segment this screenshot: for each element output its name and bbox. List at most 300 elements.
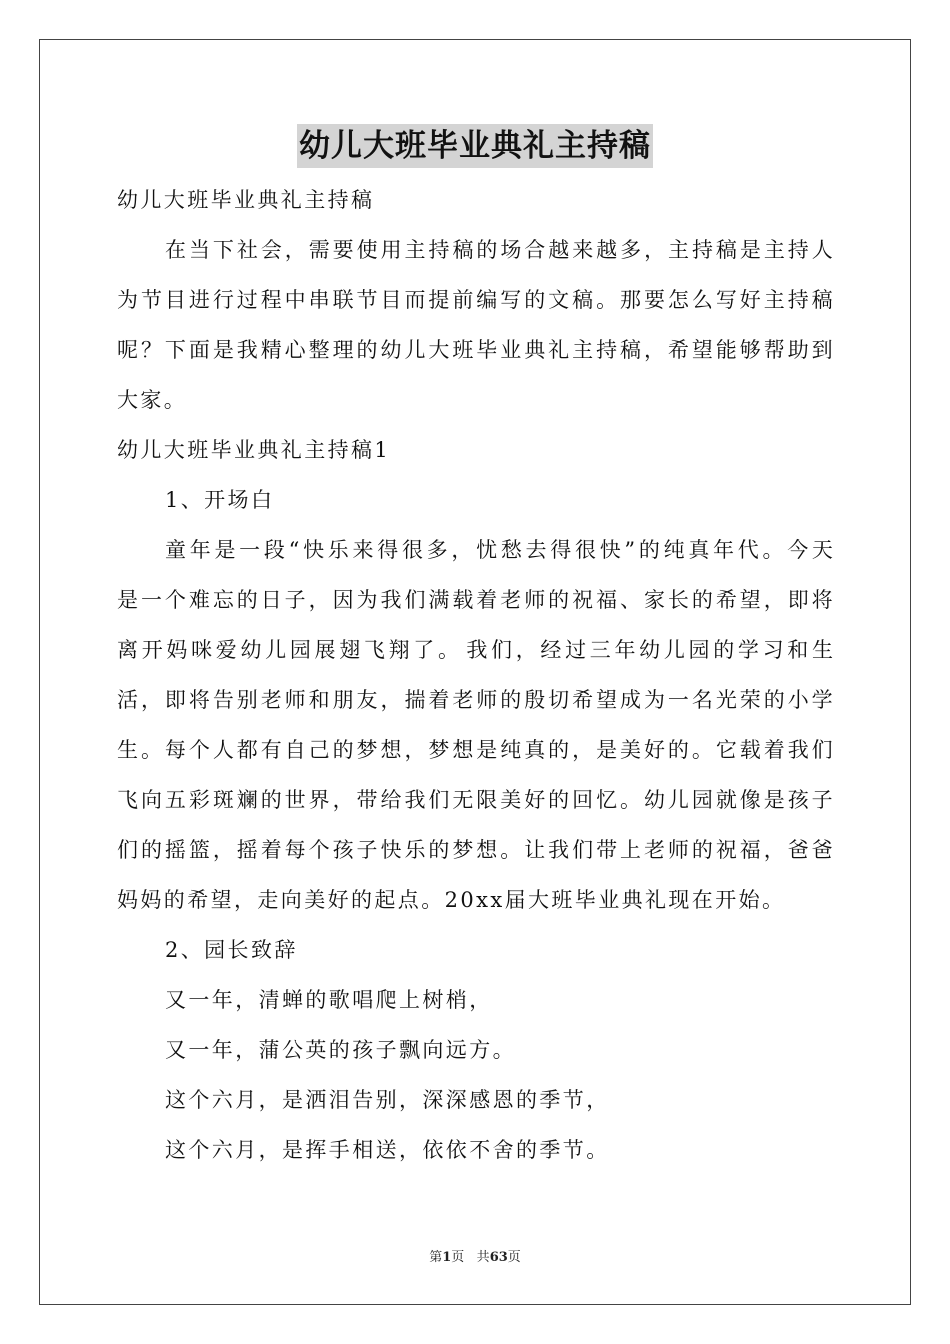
text-char: 有	[260, 738, 282, 762]
text-line	[117, 275, 833, 325]
text-char: 们	[491, 638, 512, 662]
text-char: 过	[236, 288, 258, 312]
text-char: 持	[691, 238, 713, 262]
text-line	[117, 675, 833, 725]
text-char: 我	[466, 638, 488, 662]
footer-total-pages: 63	[489, 1250, 508, 1265]
text-char: 梦	[356, 738, 378, 762]
text-char: 业	[500, 338, 522, 362]
text-char: ，	[332, 788, 354, 812]
text-char: 飞	[117, 788, 138, 812]
text-char: 斑	[212, 788, 234, 812]
text-char: 带	[596, 838, 618, 862]
text-char: 当	[188, 238, 210, 262]
text-char: 忆	[596, 788, 618, 812]
text-char: 乐	[404, 838, 426, 862]
text-char: 儿	[667, 788, 689, 812]
text-char: 将	[811, 588, 833, 612]
text-char: 界	[308, 788, 330, 812]
text-char: 稿	[811, 288, 833, 312]
text-char: 很	[401, 538, 423, 562]
text-line	[117, 525, 833, 575]
text-char: 个	[188, 738, 210, 762]
text-char: 一	[667, 688, 689, 712]
document-title: 幼儿大班毕业典礼主持稿	[297, 124, 653, 168]
text-char: 乐	[327, 538, 349, 562]
text-char: ，	[140, 688, 162, 712]
text-char: 和	[787, 638, 809, 662]
text-char: 过	[565, 638, 587, 662]
text-line: 2、园长致辞	[165, 938, 298, 962]
text-char: ，	[515, 638, 537, 662]
text-char: 的	[691, 838, 713, 862]
text-char: 来	[572, 238, 594, 262]
text-char: 忧	[476, 538, 498, 562]
text-char: 的	[548, 588, 570, 612]
text-char: 园	[691, 788, 713, 812]
document-body	[117, 175, 833, 1175]
footer-total-suffix: 页	[507, 1250, 521, 1265]
text-char: 。	[620, 788, 642, 812]
text-char: 因	[332, 588, 354, 612]
text-char: 持	[428, 238, 450, 262]
text-char: 幼	[380, 338, 402, 362]
text-char: 真	[688, 538, 710, 562]
text-char: 成	[620, 688, 642, 712]
text-char: 彩	[188, 788, 210, 812]
text-char: 长	[667, 588, 689, 612]
text-char: 主	[763, 288, 785, 312]
text-char: 了	[413, 638, 435, 662]
text-char: 是	[739, 238, 761, 262]
text-char: 老	[260, 688, 282, 712]
text-char: 得	[550, 538, 572, 562]
text-char: 那	[620, 288, 642, 312]
text-char: 我	[787, 738, 809, 762]
text-char: 孩	[332, 838, 354, 862]
text-char: ，	[404, 738, 426, 762]
text-char: 幼	[643, 788, 665, 812]
text-char: 的	[667, 738, 689, 762]
text-char: 使	[356, 238, 378, 262]
text-char: 真	[524, 738, 546, 762]
text-char: 就	[715, 788, 737, 812]
text-char: 人	[212, 738, 234, 762]
text-line	[117, 575, 833, 625]
text-char: 望	[596, 688, 618, 712]
text-char: 即	[164, 688, 186, 712]
text-char: 载	[452, 588, 474, 612]
text-line: 妈妈的希望，走向美好的起点。20xx届大班毕业典礼现在开始。	[117, 888, 786, 912]
text-line	[117, 775, 833, 825]
text-char: 助	[787, 338, 809, 362]
text-char: 们	[117, 838, 138, 862]
text-char: 园	[688, 638, 710, 662]
text-char: 越	[548, 238, 570, 262]
text-char: 儿	[404, 338, 426, 362]
text-char: ，	[644, 238, 666, 262]
text-char: 想	[452, 738, 474, 762]
text-char: 好	[643, 738, 665, 762]
text-char: 是	[212, 338, 234, 362]
text-char: 年	[614, 638, 636, 662]
text-char: 三	[589, 638, 611, 662]
text-char: 难	[188, 588, 210, 612]
text-char: 、	[620, 588, 642, 612]
text-char: 限	[476, 788, 498, 812]
text-char: 望	[691, 338, 713, 362]
text-char: 个	[164, 588, 186, 612]
text-char: 呢	[117, 338, 138, 362]
text-char: 学	[737, 638, 759, 662]
text-char: 主	[404, 238, 426, 262]
text-char: 切	[548, 688, 570, 712]
text-char: 而	[404, 288, 426, 312]
text-char: 稿	[620, 338, 642, 362]
text-char: 持	[596, 338, 618, 362]
text-char: 为	[117, 288, 138, 312]
text-char: 是	[763, 788, 785, 812]
footer-page-prefix: 第	[429, 1250, 443, 1265]
text-char: 生	[117, 738, 138, 762]
text-char: 多	[620, 238, 642, 262]
text-char: 为	[356, 588, 378, 612]
text-char: 每	[284, 838, 306, 862]
text-char: ，	[212, 838, 234, 862]
text-char: 己	[308, 738, 330, 762]
text-char: 合	[524, 238, 546, 262]
text-char: 都	[236, 738, 258, 762]
text-char: 让	[524, 838, 546, 862]
text-char: 的	[260, 788, 282, 812]
text-char: 好	[739, 288, 761, 312]
text-char: 的	[713, 638, 735, 662]
text-char: 妈	[166, 638, 188, 662]
text-char: 能	[715, 338, 737, 362]
text-char: 帮	[763, 338, 785, 362]
text-char: 学	[811, 688, 833, 712]
text-char: 希	[715, 588, 737, 612]
text-char: 是	[214, 538, 236, 562]
text-char: 社	[236, 238, 258, 262]
text-char: 每	[164, 738, 186, 762]
text-char: 理	[332, 338, 354, 362]
text-char: 无	[452, 788, 474, 812]
text-char: 很	[574, 538, 596, 562]
text-char: 的	[356, 338, 378, 362]
text-char: 日	[260, 588, 282, 612]
text-char: 持	[787, 288, 809, 312]
text-char: 。	[691, 738, 713, 762]
text-char: 。	[596, 288, 618, 312]
text-char: 儿	[265, 638, 287, 662]
text-char: 美	[620, 738, 642, 762]
text-char: 会	[260, 238, 282, 262]
text-char: ，	[763, 838, 785, 862]
text-char: 子	[356, 838, 378, 862]
text-char: 稿	[715, 238, 737, 262]
text-char: 联	[332, 288, 354, 312]
text-char: 够	[739, 338, 761, 362]
footer-page-suffix: 页	[451, 1250, 465, 1265]
text-char: 面	[188, 338, 210, 362]
text-char: 福	[739, 838, 761, 862]
text-char: 着	[428, 688, 450, 712]
text-char: ，	[308, 588, 330, 612]
text-char: 载	[739, 738, 761, 762]
text-line	[117, 625, 833, 675]
text-line	[117, 725, 833, 775]
text-char: 园	[289, 638, 311, 662]
text-line: 幼儿大班毕业典礼主持稿	[117, 188, 375, 212]
text-char: 到	[811, 338, 833, 362]
text-char: 师	[284, 688, 306, 712]
text-char: 是	[476, 738, 498, 762]
text-char: 纯	[663, 538, 685, 562]
text-line: 这个六月，是挥手相送，依依不舍的季节。	[165, 1138, 610, 1162]
text-char: 梦	[428, 738, 450, 762]
text-line: 大家。	[117, 388, 188, 412]
text-char: 中	[284, 288, 306, 312]
text-char: 翅	[339, 638, 361, 662]
text-char: 为	[643, 688, 665, 712]
text-char: 要	[643, 288, 665, 312]
text-char: 生	[811, 638, 833, 662]
text-char: 经	[540, 638, 562, 662]
text-char: 将	[188, 688, 210, 712]
text-char: 们	[572, 838, 594, 862]
text-char: 望	[739, 588, 761, 612]
text-char: 童	[165, 538, 186, 562]
text-char: 师	[476, 688, 498, 712]
text-char: 主	[763, 238, 785, 262]
text-char: 我	[236, 338, 258, 362]
text-char: 爸	[811, 838, 833, 862]
text-char: 需	[308, 238, 330, 262]
text-char: 的	[548, 738, 570, 762]
text-char: 着	[763, 738, 785, 762]
text-char: 。	[140, 738, 162, 762]
text-char: 快	[303, 538, 325, 562]
text-char: 习	[762, 638, 784, 662]
text-char: ，	[763, 588, 785, 612]
text-char: 幼	[639, 638, 661, 662]
text-char: 的	[691, 588, 713, 612]
text-char: 揣	[404, 688, 426, 712]
text-char: 篮	[188, 838, 210, 862]
text-char: 友	[356, 688, 378, 712]
text-char: 快	[380, 838, 402, 862]
text-char: 五	[164, 788, 186, 812]
text-line: 幼儿大班毕业典礼主持稿1	[117, 438, 391, 462]
text-char: 整	[308, 338, 330, 362]
text-char: 一	[140, 588, 162, 612]
text-char: 想	[380, 738, 402, 762]
text-char: 程	[260, 288, 282, 312]
text-char: 光	[715, 688, 737, 712]
text-char: 节	[140, 288, 162, 312]
text-char: 主	[668, 238, 690, 262]
text-char: 开	[141, 638, 163, 662]
text-char: 用	[380, 238, 402, 262]
text-char: 祝	[572, 588, 594, 612]
text-char: 子	[811, 788, 833, 812]
text-char: 着	[260, 838, 282, 862]
text-char: 忘	[212, 588, 234, 612]
text-char: 上	[620, 838, 642, 862]
text-char: 人	[811, 238, 833, 262]
text-char: 的	[476, 238, 498, 262]
text-char: 今	[787, 538, 809, 562]
text-char: 提	[428, 288, 450, 312]
text-char: 希	[572, 688, 594, 712]
text-char: 世	[284, 788, 306, 812]
text-line	[117, 325, 833, 375]
text-line: 又一年，清蝉的歌唱爬上树梢，	[165, 988, 493, 1012]
text-char: 下	[164, 338, 186, 362]
text-char: 的	[428, 838, 450, 862]
text-char: 即	[787, 588, 809, 612]
text-line: 1、开场白	[165, 488, 275, 512]
text-line: 这个六月，是洒泪告别，深深感恩的季节，	[165, 1088, 610, 1112]
text-line	[117, 825, 833, 875]
text-char: ，	[451, 538, 473, 562]
text-char: 场	[500, 238, 522, 262]
text-char: 小	[787, 688, 809, 712]
text-char: 们	[404, 588, 426, 612]
text-char: 前	[452, 288, 474, 312]
text-char: 子	[284, 588, 306, 612]
text-char: 的	[524, 288, 546, 312]
text-char: 。	[500, 838, 522, 862]
text-char: 主	[572, 338, 594, 362]
text-char: 美	[500, 788, 522, 812]
text-char: 朋	[332, 688, 354, 712]
text-char: 越	[596, 238, 618, 262]
text-char: 儿	[663, 638, 685, 662]
text-char: 我	[404, 788, 426, 812]
text-char: 爸	[787, 838, 809, 862]
text-char: 的	[500, 688, 522, 712]
text-char: 咪	[191, 638, 213, 662]
text-char: 自	[284, 738, 306, 762]
text-char: 的	[140, 838, 162, 862]
text-char: 是	[596, 738, 618, 762]
text-char: 和	[308, 688, 330, 712]
text-char: 持	[787, 238, 809, 262]
text-char: 段	[263, 538, 285, 562]
text-char: 希	[667, 338, 689, 362]
text-char: 的	[638, 538, 660, 562]
text-char: 祝	[715, 838, 737, 862]
text-char: 师	[524, 588, 546, 612]
text-char: 编	[476, 288, 498, 312]
text-char: 一	[239, 538, 261, 562]
text-char: 殷	[524, 688, 546, 712]
text-char: 纯	[500, 738, 522, 762]
text-char: 下	[212, 238, 234, 262]
text-char: 得	[377, 538, 399, 562]
text-char: 回	[572, 788, 594, 812]
text-char: 我	[548, 838, 570, 862]
text-char: ，	[380, 688, 402, 712]
text-char: 进	[188, 288, 210, 312]
text-char: 愁	[500, 538, 522, 562]
text-char: 精	[260, 338, 282, 362]
text-char: 着	[476, 588, 498, 612]
text-char: 么	[691, 288, 713, 312]
text-char: 目	[164, 288, 186, 312]
text-char: 我	[380, 588, 402, 612]
text-char: 爱	[215, 638, 237, 662]
text-char: 摇	[236, 838, 258, 862]
text-char: 的	[332, 738, 354, 762]
footer-page-number: 1	[442, 1250, 452, 1265]
text-char: 班	[452, 338, 474, 362]
text-char: 带	[356, 788, 378, 812]
text-char: 告	[212, 688, 234, 712]
text-char: 稿	[452, 238, 474, 262]
text-line	[117, 225, 833, 275]
text-char: 节	[356, 288, 378, 312]
text-char: 像	[739, 788, 761, 812]
text-char: 想	[476, 838, 498, 862]
text-char: 给	[380, 788, 402, 812]
text-char: ？	[140, 338, 162, 362]
text-char: 的	[548, 788, 570, 812]
text-char: 年	[713, 538, 735, 562]
text-char: 多	[426, 538, 448, 562]
text-char: 老	[452, 688, 474, 712]
text-char: 福	[596, 588, 618, 612]
text-char: 怎	[667, 288, 689, 312]
text-char: 心	[284, 338, 306, 362]
page-footer	[0, 1246, 950, 1265]
text-char: 去	[525, 538, 547, 562]
text-char: 。	[437, 638, 459, 662]
text-char: 行	[212, 288, 234, 312]
text-char: 斓	[236, 788, 258, 812]
text-char: 老	[500, 588, 522, 612]
text-char: 要	[332, 238, 354, 262]
text-char: 向	[140, 788, 162, 812]
text-char: 。	[762, 538, 784, 562]
text-char: 是	[117, 588, 138, 612]
title-container	[0, 124, 950, 168]
text-char: 代	[737, 538, 759, 562]
text-char: 梦	[452, 838, 474, 862]
text-char: ，	[572, 738, 594, 762]
text-char: 文	[548, 288, 570, 312]
text-char: 大	[428, 338, 450, 362]
text-char: 的	[236, 588, 258, 612]
text-char: 师	[667, 838, 689, 862]
text-char: 别	[236, 688, 258, 712]
text-char: 目	[380, 288, 402, 312]
text-char: 天	[811, 538, 833, 562]
text-char: 典	[524, 338, 546, 362]
text-char: 串	[308, 288, 330, 312]
text-char: 个	[308, 838, 330, 862]
text-char: 孩	[787, 788, 809, 812]
text-char: 写	[500, 288, 522, 312]
text-char: 在	[165, 238, 186, 262]
text-char: 们	[428, 788, 450, 812]
text-char: 飞	[363, 638, 385, 662]
text-char: 的	[763, 688, 785, 712]
text-char: 名	[691, 688, 713, 712]
text-line: 又一年，蒲公英的孩子飘向远方。	[165, 1038, 516, 1062]
